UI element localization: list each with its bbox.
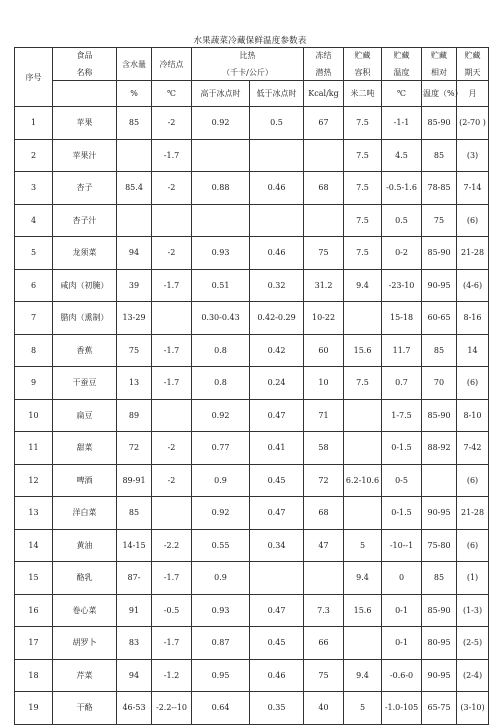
header-freeze: 冷结点: [152, 48, 192, 81]
cell-name: 杏子: [53, 172, 117, 205]
cell-below: 0.5: [250, 107, 304, 140]
cell-period: 7-42: [457, 432, 489, 465]
header-latent: [304, 48, 344, 81]
cell-volume: 5: [344, 692, 382, 725]
table-row: [15, 497, 489, 530]
cell-volume: [344, 432, 382, 465]
cell-name: 干蚕豆: [53, 367, 117, 400]
header-period-top: 贮藏: [464, 50, 481, 60]
cell-humidity: 65-75: [422, 692, 457, 725]
header-latent-unit: Kcal/kg: [304, 81, 344, 107]
header-volume-top: 贮藏: [354, 50, 371, 60]
cell-volume: 7.5: [344, 172, 382, 205]
cell-volume: 9.4: [344, 269, 382, 302]
header-temp-top: 贮藏: [393, 50, 410, 60]
cell-latent: 75: [304, 659, 344, 692]
header-water-unit: %: [117, 81, 152, 107]
cell-below: [250, 562, 304, 595]
cell-freeze: -1.7: [152, 269, 192, 302]
cell-latent: [304, 562, 344, 595]
cell-name: 芹菜: [53, 659, 117, 692]
cell-latent: 72: [304, 464, 344, 497]
cell-no: 16: [15, 594, 53, 627]
cell-period: (2-5): [457, 627, 489, 660]
header-temp-unit: ℃: [382, 81, 422, 107]
cell-period: (6): [457, 464, 489, 497]
cell-temp: 0.5: [382, 204, 422, 237]
table-row: [15, 302, 489, 335]
cell-below: 0.46: [250, 237, 304, 270]
cell-period: (6): [457, 367, 489, 400]
cell-above: 0.93: [192, 237, 250, 270]
cell-humidity: [422, 464, 457, 497]
cell-period: (6): [457, 529, 489, 562]
cell-water: 89: [117, 399, 152, 432]
cell-latent: 58: [304, 432, 344, 465]
cell-no: 14: [15, 529, 53, 562]
header-volume-mid: 容积: [354, 67, 371, 77]
cell-temp: 11.7: [382, 334, 422, 367]
cell-temp: 0-1.5: [382, 432, 422, 465]
cell-water: 85.4: [117, 172, 152, 205]
cell-freeze: -2.2--10: [152, 692, 192, 725]
cell-no: 8: [15, 334, 53, 367]
cell-above: [192, 139, 250, 172]
cell-water: 39: [117, 269, 152, 302]
cell-above: 0.88: [192, 172, 250, 205]
cell-latent: 67: [304, 107, 344, 140]
cell-above: 0.9: [192, 464, 250, 497]
cell-below: [250, 139, 304, 172]
cell-below: 0.47: [250, 399, 304, 432]
parameter-table: [14, 47, 489, 725]
cell-no: 13: [15, 497, 53, 530]
cell-water: 87-: [117, 562, 152, 595]
header-period-unit: 月: [457, 81, 489, 107]
cell-latent: 60: [304, 334, 344, 367]
cell-name: 干酪: [53, 692, 117, 725]
cell-latent: 31.2: [304, 269, 344, 302]
cell-below: 0.46: [250, 172, 304, 205]
cell-humidity: 90-95: [422, 659, 457, 692]
cell-temp: 0-1: [382, 594, 422, 627]
cell-latent: 68: [304, 497, 344, 530]
cell-no: 10: [15, 399, 53, 432]
cell-freeze: -1.2: [152, 659, 192, 692]
cell-water: 13-29: [117, 302, 152, 335]
header-freeze-unit: ℃: [152, 81, 192, 107]
cell-water: 72: [117, 432, 152, 465]
cell-no: 6: [15, 269, 53, 302]
cell-above: 0.51: [192, 269, 250, 302]
cell-latent: 40: [304, 692, 344, 725]
cell-water: 75: [117, 334, 152, 367]
header-specific-heat-unit: （千卡/公斤）: [222, 67, 273, 77]
cell-name: 苹果: [53, 107, 117, 140]
header-above-freeze: 高于冰点时: [192, 81, 250, 107]
table-row: [15, 399, 489, 432]
cell-no: 9: [15, 367, 53, 400]
cell-above: 0.8: [192, 334, 250, 367]
cell-humidity: 88-92: [422, 432, 457, 465]
cell-period: (3): [457, 139, 489, 172]
header-food: [53, 48, 117, 81]
cell-period: (4-6): [457, 269, 489, 302]
cell-water: 94: [117, 237, 152, 270]
cell-freeze: [152, 497, 192, 530]
cell-humidity: 80-95: [422, 627, 457, 660]
cell-above: 0.55: [192, 529, 250, 562]
header-water: 含水量: [117, 48, 152, 81]
cell-latent: 68: [304, 172, 344, 205]
page-title: 水果蔬菜冷藏保鲜温度参数表: [193, 36, 307, 46]
cell-latent: [304, 139, 344, 172]
header-volume: [344, 48, 382, 81]
header-row-1: [15, 48, 489, 81]
table-row: [15, 529, 489, 562]
cell-freeze: -1.7: [152, 139, 192, 172]
cell-freeze: -1.7: [152, 627, 192, 660]
cell-above: 0.9: [192, 562, 250, 595]
header-specific-heat-label: 比热: [239, 50, 256, 60]
cell-period: (2-70 ): [457, 107, 489, 140]
table-row: [15, 107, 489, 140]
cell-humidity: 85: [422, 334, 457, 367]
cell-no: 5: [15, 237, 53, 270]
cell-freeze: -0.5: [152, 594, 192, 627]
cell-above: 0.92: [192, 107, 250, 140]
cell-water: [117, 204, 152, 237]
header-temp-mid: 温度: [393, 67, 410, 77]
cell-humidity: 70: [422, 367, 457, 400]
cell-latent: 10-22: [304, 302, 344, 335]
cell-no: 4: [15, 204, 53, 237]
cell-humidity: 60-65: [422, 302, 457, 335]
cell-latent: [304, 204, 344, 237]
cell-below: 0.47: [250, 594, 304, 627]
cell-name: 香蕉: [53, 334, 117, 367]
cell-below: 0.34: [250, 529, 304, 562]
header-latent-mid: 潜热: [315, 67, 332, 77]
cell-name: 杏子汁: [53, 204, 117, 237]
table-row: [15, 432, 489, 465]
table-row: [15, 562, 489, 595]
cell-freeze: [152, 302, 192, 335]
header-humidity-top: 贮藏: [431, 50, 448, 60]
table-row: [15, 334, 489, 367]
header-humidity-mid: 相对: [431, 67, 448, 77]
cell-volume: [344, 497, 382, 530]
cell-no: 12: [15, 464, 53, 497]
cell-below: 0.42-0.29: [250, 302, 304, 335]
table-row: [15, 627, 489, 660]
cell-period: 8-10: [457, 399, 489, 432]
cell-below: 0.41: [250, 432, 304, 465]
header-period-mid: 期天: [464, 67, 481, 77]
cell-period: (6): [457, 204, 489, 237]
cell-humidity: 85: [422, 139, 457, 172]
cell-temp: -10--1: [382, 529, 422, 562]
cell-water: 85: [117, 107, 152, 140]
cell-temp: 1-7.5: [382, 399, 422, 432]
cell-above: 0.93: [192, 594, 250, 627]
cell-water: 14-15: [117, 529, 152, 562]
cell-name: 胡罗卜: [53, 627, 117, 660]
cell-freeze: -1.7: [152, 334, 192, 367]
cell-freeze: -1.7: [152, 562, 192, 595]
cell-name: 龙须菜: [53, 237, 117, 270]
cell-period: (2-4): [457, 659, 489, 692]
cell-humidity: 85-90: [422, 107, 457, 140]
cell-temp: 0-5: [382, 464, 422, 497]
cell-volume: 7.5: [344, 237, 382, 270]
cell-water: 83: [117, 627, 152, 660]
cell-below: 0.32: [250, 269, 304, 302]
header-humidity-unit: 温度（%）: [422, 81, 457, 107]
cell-water: 91: [117, 594, 152, 627]
cell-freeze: -2: [152, 464, 192, 497]
cell-volume: 6.2-10.6: [344, 464, 382, 497]
header-specific-heat: [192, 48, 304, 81]
header-period: [457, 48, 489, 81]
header-food-empty: [53, 81, 117, 107]
cell-freeze: -2: [152, 107, 192, 140]
cell-freeze: [152, 399, 192, 432]
table-row: [15, 237, 489, 270]
cell-period: 14: [457, 334, 489, 367]
cell-humidity: 78-85: [422, 172, 457, 205]
cell-volume: 5: [344, 529, 382, 562]
table-row: [15, 594, 489, 627]
cell-temp: -0.5-1.6: [382, 172, 422, 205]
cell-volume: 9.4: [344, 562, 382, 595]
cell-freeze: -1.7: [152, 367, 192, 400]
cell-temp: 4.5: [382, 139, 422, 172]
cell-below: 0.46: [250, 659, 304, 692]
table-row: [15, 172, 489, 205]
header-below-freeze: 低于冰点时: [250, 81, 304, 107]
cell-period: (3-10): [457, 692, 489, 725]
cell-name: 酪乳: [53, 562, 117, 595]
cell-water: 13: [117, 367, 152, 400]
cell-temp: -0.6-0: [382, 659, 422, 692]
cell-humidity: 85: [422, 562, 457, 595]
cell-name: 甜菜: [53, 432, 117, 465]
cell-name: 洋白菜: [53, 497, 117, 530]
cell-humidity: 75-80: [422, 529, 457, 562]
cell-humidity: 85-90: [422, 237, 457, 270]
cell-period: 8-16: [457, 302, 489, 335]
cell-name: 咸肉（初腌）: [53, 269, 117, 302]
cell-humidity: 85-90: [422, 594, 457, 627]
cell-above: 0.8: [192, 367, 250, 400]
cell-above: 0.92: [192, 399, 250, 432]
cell-period: 7-14: [457, 172, 489, 205]
cell-water: 89-91: [117, 464, 152, 497]
cell-temp: 0: [382, 562, 422, 595]
cell-name: 卷心菜: [53, 594, 117, 627]
cell-no: 7: [15, 302, 53, 335]
cell-below: 0.45: [250, 627, 304, 660]
header-latent-top: 冻结: [315, 50, 332, 60]
cell-volume: 7.5: [344, 204, 382, 237]
header-food-bottom: 名称: [76, 67, 93, 77]
cell-above: 0.95: [192, 659, 250, 692]
cell-name: 腊肉（熏制）: [53, 302, 117, 335]
cell-volume: 9.4: [344, 659, 382, 692]
cell-volume: [344, 302, 382, 335]
table-row: [15, 367, 489, 400]
cell-freeze: -2: [152, 172, 192, 205]
cell-volume: 7.5: [344, 367, 382, 400]
cell-below: 0.42: [250, 334, 304, 367]
cell-below: 0.45: [250, 464, 304, 497]
cell-no: 11: [15, 432, 53, 465]
cell-below: 0.47: [250, 497, 304, 530]
cell-temp: -1.0-105: [382, 692, 422, 725]
cell-temp: -23-10: [382, 269, 422, 302]
cell-latent: 7.3: [304, 594, 344, 627]
cell-latent: 10: [304, 367, 344, 400]
cell-name: 啤酒: [53, 464, 117, 497]
cell-freeze: -2: [152, 432, 192, 465]
cell-temp: 0-2: [382, 237, 422, 270]
cell-temp: 0-1: [382, 627, 422, 660]
cell-water: [117, 139, 152, 172]
cell-period: (1): [457, 562, 489, 595]
cell-water: 85: [117, 497, 152, 530]
header-volume-unit: 米二吨: [344, 81, 382, 107]
cell-temp: 15-18: [382, 302, 422, 335]
cell-no: 17: [15, 627, 53, 660]
cell-above: [192, 204, 250, 237]
cell-period: 21-28: [457, 237, 489, 270]
cell-period: (1-3): [457, 594, 489, 627]
cell-latent: 47: [304, 529, 344, 562]
cell-water: 94: [117, 659, 152, 692]
cell-temp: -1-1: [382, 107, 422, 140]
table-row: [15, 692, 489, 725]
cell-name: 扁豆: [53, 399, 117, 432]
cell-freeze: -2.2: [152, 529, 192, 562]
header-row-2: [15, 81, 489, 107]
cell-below: 0.24: [250, 367, 304, 400]
cell-volume: 7.5: [344, 139, 382, 172]
header-food-top: 食品: [76, 50, 93, 60]
cell-latent: 71: [304, 399, 344, 432]
cell-volume: 15.6: [344, 594, 382, 627]
cell-freeze: -2: [152, 237, 192, 270]
cell-freeze: [152, 204, 192, 237]
cell-no: 18: [15, 659, 53, 692]
cell-above: 0.87: [192, 627, 250, 660]
cell-name: 苹果汁: [53, 139, 117, 172]
cell-humidity: 75: [422, 204, 457, 237]
cell-volume: [344, 627, 382, 660]
cell-humidity: 90-95: [422, 269, 457, 302]
cell-no: 19: [15, 692, 53, 725]
cell-water: 46-53: [117, 692, 152, 725]
table-row: [15, 139, 489, 172]
cell-latent: 66: [304, 627, 344, 660]
cell-name: 黄油: [53, 529, 117, 562]
cell-above: 0.64: [192, 692, 250, 725]
table-row: [15, 659, 489, 692]
header-humidity: [422, 48, 457, 81]
table-row: [15, 204, 489, 237]
cell-volume: [344, 399, 382, 432]
cell-period: 21-28: [457, 497, 489, 530]
cell-below: [250, 204, 304, 237]
cell-no: 2: [15, 139, 53, 172]
cell-volume: 15.6: [344, 334, 382, 367]
cell-humidity: 90-95: [422, 497, 457, 530]
cell-above: 0.30-0.43: [192, 302, 250, 335]
cell-temp: 0-1.5: [382, 497, 422, 530]
cell-volume: 7.5: [344, 107, 382, 140]
table-row: [15, 464, 489, 497]
cell-humidity: 85-90: [422, 399, 457, 432]
cell-above: 0.77: [192, 432, 250, 465]
cell-above: 0.92: [192, 497, 250, 530]
cell-no: 1: [15, 107, 53, 140]
header-seq: 序号: [15, 48, 53, 107]
cell-no: 3: [15, 172, 53, 205]
header-temp: [382, 48, 422, 81]
table-row: [15, 269, 489, 302]
cell-no: 15: [15, 562, 53, 595]
cell-temp: 0.7: [382, 367, 422, 400]
cell-latent: 75: [304, 237, 344, 270]
cell-below: 0.35: [250, 692, 304, 725]
